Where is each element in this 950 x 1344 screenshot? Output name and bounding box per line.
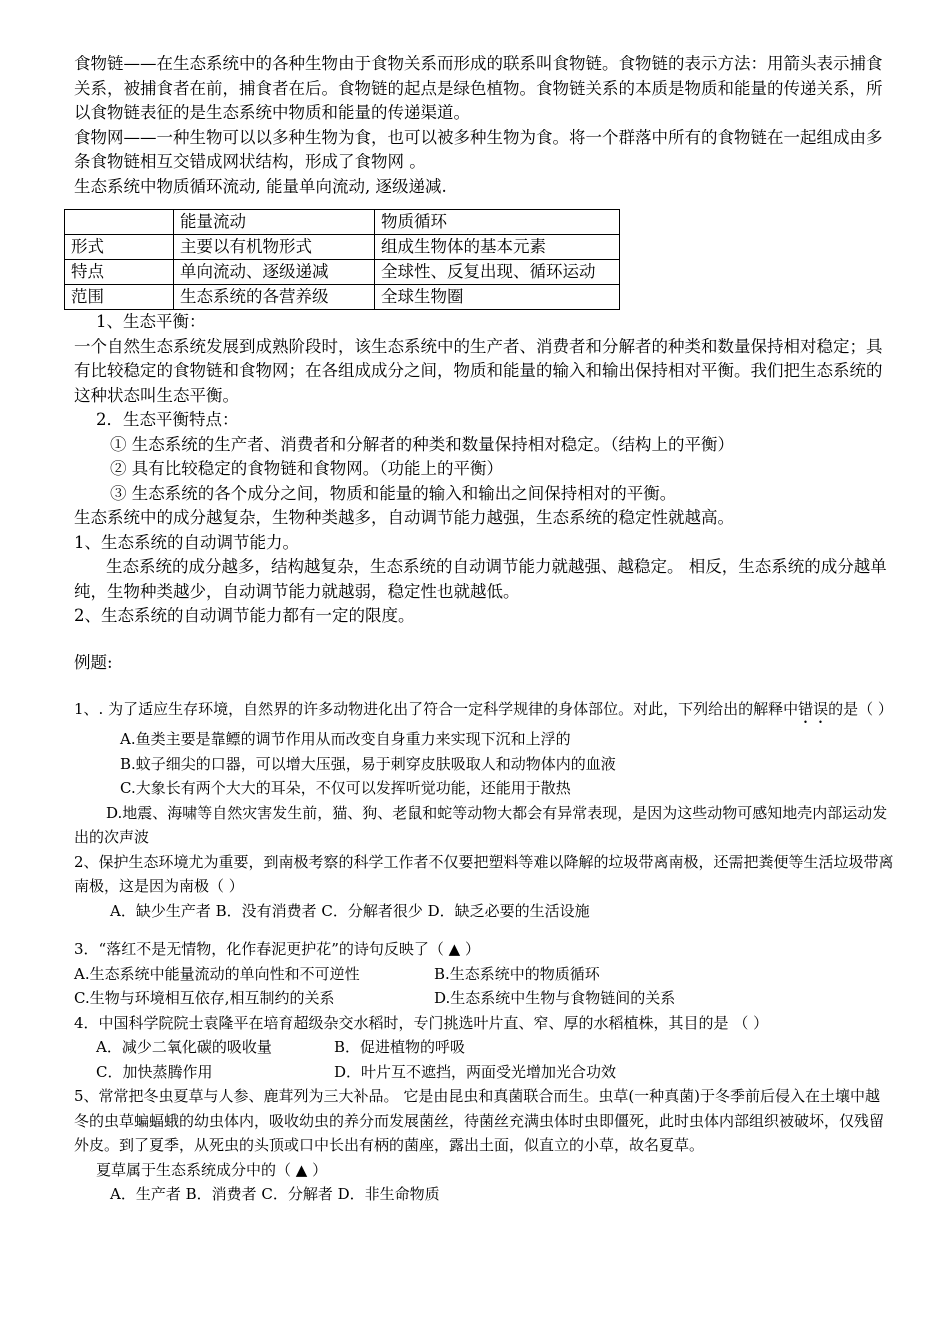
food-web-definition: 食物网——一种生物可以以多种生物为食，也可以被多种生物为食。将一个群落中所有的食物链在一起组成由多条食物链相互交错成网状结构，形成了食物网 。 — [74, 127, 883, 171]
balance-title: 1、生态平衡： — [96, 312, 206, 331]
table-cell: 范围 — [65, 285, 174, 310]
table-header-row — [65, 210, 620, 235]
table-cell: 组成生物体的基本元素 — [375, 235, 620, 260]
question-4-option-a: A．减少二氧化碳的吸收量 — [96, 1038, 272, 1056]
question-3-option-a: A.生态系统中能量流动的单向性和不可逆性 — [74, 964, 360, 983]
energy-matter-table — [64, 209, 620, 310]
question-3-option-b: B.生态系统中的物质循环 — [434, 964, 600, 983]
table-cell: 全球生物圈 — [375, 285, 620, 310]
table-row — [65, 235, 620, 260]
table-cell: 特点 — [65, 260, 174, 285]
question-3-options-row-2 — [74, 986, 894, 1011]
auto-regulation-body: 生态系统的成分越多，结构越复杂，生态系统的自动调节能力就越强、越稳定。 相反，生态系统的成分越单纯，生物种类越少，自动调节能力就越弱，稳定性也就越低。 — [74, 557, 887, 601]
question-3-option-c: C.生物与环境相互依存,相互制约的关系 — [74, 989, 335, 1007]
balance-summary: 生态系统中的成分越复杂，生物种类越多，自动调节能力越强，生态系统的稳定性就越高。 — [74, 508, 734, 527]
table-cell: 全球性、反复出现、循环运动 — [375, 260, 620, 285]
table-cell: 单向流动、逐级递减 — [174, 260, 375, 285]
balance-feature-item: ② 具有比较稳定的食物链和食物网。（功能上的平衡） — [110, 459, 503, 478]
question-4-options-row-1 — [74, 1035, 894, 1060]
question-2-stem: 2、保护生态环境尤为重要，到南极考察的科学工作者不仅要把塑料等难以降解的垃圾带离南极，还需把粪便等生活垃圾带离南极，这是因为南极（ ） — [74, 852, 894, 895]
question-3-stem: 3．“落红不是无情物，化作春泥更护花”的诗句反映了（ ▲ ） — [74, 940, 480, 958]
food-chain-relation: 关系，被捕食者在前，捕食者在后。食物链的起点是绿色植物。食物链关系的本质是物质和能量的传递关系，所以食物链表征的是生态系统中物质和能量的传递渠道。 — [74, 78, 883, 122]
question-3-options-row-1 — [74, 962, 894, 987]
question-1-option-d: D.地震、海啸等自然灾害发生前，猫、狗、老鼠和蛇等动物大都会有异常表现，是因为这些动物可感知地壳内部运动发出的次声波 — [74, 803, 888, 846]
question-1-stem-a: 1、. 为了适应生存环境，自然界的许多动物进化出了符合一定科学规律的身体部位。对此，下列给出的解释中 — [74, 700, 799, 718]
question-1-stem-b: 的是（ ） — [828, 700, 893, 718]
cycle-statement: 生态系统中物质循环流动, 能量单向流动, 逐级递减. — [74, 176, 447, 196]
auto-regulation-title: 1、生态系统的自动调节能力。 — [74, 532, 299, 552]
question-1-option-a: A.鱼类主要是靠鳔的调节作用从而改变自身重力来实现下沉和上浮的 — [120, 730, 571, 748]
question-4-option-b: B．促进植物的呼吸 — [334, 1038, 466, 1056]
table-row — [65, 260, 620, 285]
question-4-option-c: C．加快蒸腾作用 — [96, 1062, 213, 1081]
table-cell: 物质循环 — [375, 210, 620, 235]
question-2-options: A．缺少生产者 B．没有消费者 C．分解者很少 D．缺乏必要的生活设施 — [110, 901, 590, 920]
examples-title: 例题: — [74, 652, 113, 672]
food-chain-definition: 食物链——在生态系统中的各种生物由于食物关系而形成的联系叫食物链。食物链的表示方法：用箭头表示捕食 — [74, 54, 883, 73]
question-3-option-d: D.生态系统中生物与食物链间的关系 — [434, 989, 676, 1007]
balance-feature-item: ③ 生态系统的各个成分之间，物质和能量的输入和输出之间保持相对的平衡。 — [110, 483, 677, 503]
table-row — [65, 285, 620, 310]
auto-regulation-limit: 2、生态系统的自动调节能力都有一定的限度。 — [74, 606, 415, 625]
question-1-emphasis: 错误 — [798, 700, 829, 718]
table-cell: 主要以有机物形式 — [174, 235, 375, 260]
document-page — [71, 52, 894, 1207]
balance-feature-item: ① 生态系统的生产者、消费者和分解者的种类和数量保持相对稳定。（结构上的平衡） — [110, 434, 734, 454]
question-5-options: A．生产者 B．消费者 C．分解者 D．非生命物质 — [110, 1185, 440, 1203]
balance-features-title: 2．生态平衡特点： — [96, 410, 239, 429]
question-5-stem-2: 夏草属于生态系统成分中的（ ▲ ） — [96, 1160, 328, 1179]
table-cell: 形式 — [65, 235, 174, 260]
question-4-options-row-2 — [74, 1060, 894, 1085]
question-1-option-c: C.大象长有两个大大的耳朵，不仅可以发挥听觉功能，还能用于散热 — [120, 779, 571, 797]
balance-definition: 一个自然生态系统发展到成熟阶段时，该生态系统中的生产者、消费者和分解者的种类和数量保持相对稳定；具有比较稳定的食物链和食物网；在各组成成分之间，物质和能量的输入和输出保持相对平衡。我们把生态系统的这种状态叫生态平衡。 — [74, 336, 883, 405]
table-cell: 生态系统的各营养级 — [174, 285, 375, 310]
question-1-stem — [74, 697, 894, 727]
table-cell: 能量流动 — [174, 210, 375, 235]
question-4-stem: 4．中国科学院院士袁隆平在培育超级杂交水稻时，专门挑选叶片直、窄、厚的水稻植株，其目的是 （ ） — [74, 1013, 769, 1032]
question-5-stem: 5、常常把冬虫夏草与人参、鹿茸列为三大补品。 它是由昆虫和真菌联合而生。虫草(一种真菌)于冬季前后侵入在土壤中越冬的虫草蝙蝠蛾的幼虫体内，吸收幼虫的养分而发展菌丝，待菌丝充满虫体时虫即僵死，此时虫体内部组织被破坏，仅残留外皮。到了夏季，从死虫的头顶或口中长出有柄的菌座，露出土面，似直立的小草，故名夏草。 — [74, 1087, 885, 1154]
table-cell — [65, 210, 174, 235]
question-4-option-d: D．叶片互不遮挡，两面受光增加光合功效 — [334, 1062, 617, 1081]
question-1-option-b: B.蚊子细尖的口器，可以增大压强，易于刺穿皮肤吸取人和动物体内的血液 — [120, 754, 616, 773]
